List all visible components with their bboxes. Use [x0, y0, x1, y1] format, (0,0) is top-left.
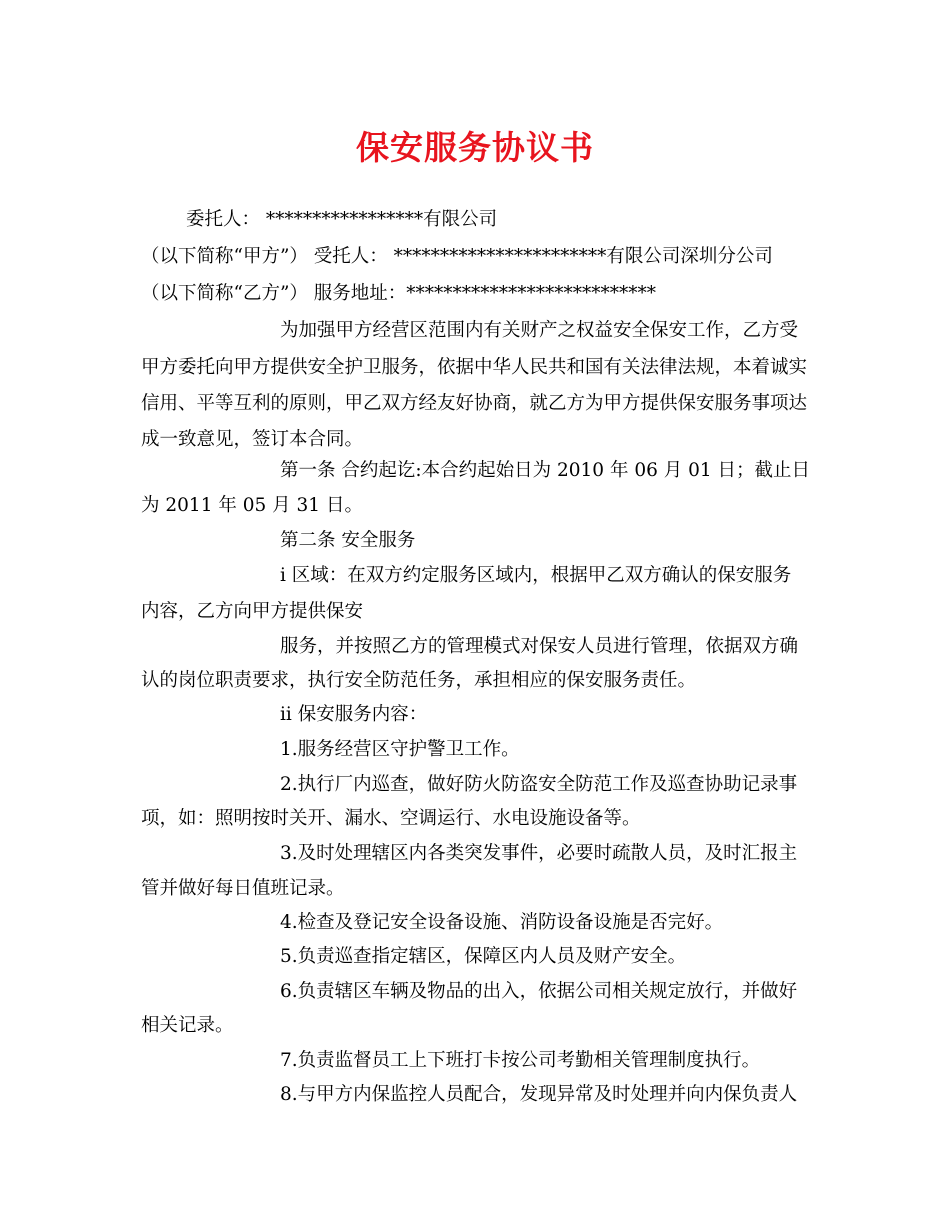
text-line: ii 保安服务内容： [280, 704, 428, 725]
text-line: 第一条 合约起讫:本合约起始日为 2010 年 06 月 01 日；截止日 [280, 460, 811, 481]
text-line: 甲方委托向甲方提供安全护卫服务，依据中华人民共和国有关法律法规，本着诚实 [141, 357, 808, 378]
document-title: 保安服务协议书 [356, 128, 594, 167]
text-line: 相关记录。 [141, 1015, 234, 1036]
text-line: 第二条 安全服务 [280, 530, 416, 551]
text-line: 项，如：照明按时关开、漏水、空调运行、水电设施设备等。 [141, 808, 641, 829]
text-line: 4.检查及登记安全设备设施、消防设备设施是否完好。 [280, 912, 724, 933]
text-line: 认的岗位职责要求，执行安全防范任务，承担相应的保安服务责任。 [141, 670, 697, 691]
text-line: 信用、平等互利的原则，甲乙双方经友好协商，就乙方为甲方提供保安服务事项达 [141, 393, 808, 414]
text-line: （以下简称“乙方”） 服务地址：*************************** [141, 283, 657, 304]
text-line: 6.负责辖区车辆及物品的出入，依据公司相关规定放行，并做好 [280, 981, 798, 1002]
text-line: 为加强甲方经营区范围内有关财产之权益安全保安工作，乙方受 [280, 320, 799, 341]
text-line: 8.与甲方内保监控人员配合，发现异常及时处理并向内保负责人 [280, 1084, 798, 1105]
text-line: 为 2011 年 05 月 31 日。 [141, 495, 363, 516]
text-line: 7.负责监督员工上下班打卡按公司考勤相关管理制度执行。 [280, 1050, 761, 1071]
text-line: 委托人： *****************有限公司 [186, 209, 498, 230]
text-line: 1.服务经营区守护警卫工作。 [280, 739, 520, 760]
text-line: 5.负责巡查指定辖区，保障区内人员及财产安全。 [280, 946, 687, 967]
text-line: 成一致意见，签订本合同。 [141, 429, 364, 450]
text-line: （以下简称“甲方”） 受托人： ***********************有限公司深圳分公司 [141, 246, 773, 267]
text-line: 内容，乙方向甲方提供保安 [141, 601, 364, 622]
text-line: 2.执行厂内巡查，做好防火防盗安全防范工作及巡查协助记录事 [280, 774, 798, 795]
text-line: i 区域：在双方约定服务区域内，根据甲乙双方确认的保安服务 [280, 565, 792, 586]
text-line: 3.及时处理辖区内各类突发事件，必要时疏散人员，及时汇报主 [280, 843, 798, 864]
text-line: 管并做好每日值班记录。 [141, 878, 345, 899]
text-line: 服务，并按照乙方的管理模式对保安人员进行管理，依据双方确 [280, 636, 799, 657]
